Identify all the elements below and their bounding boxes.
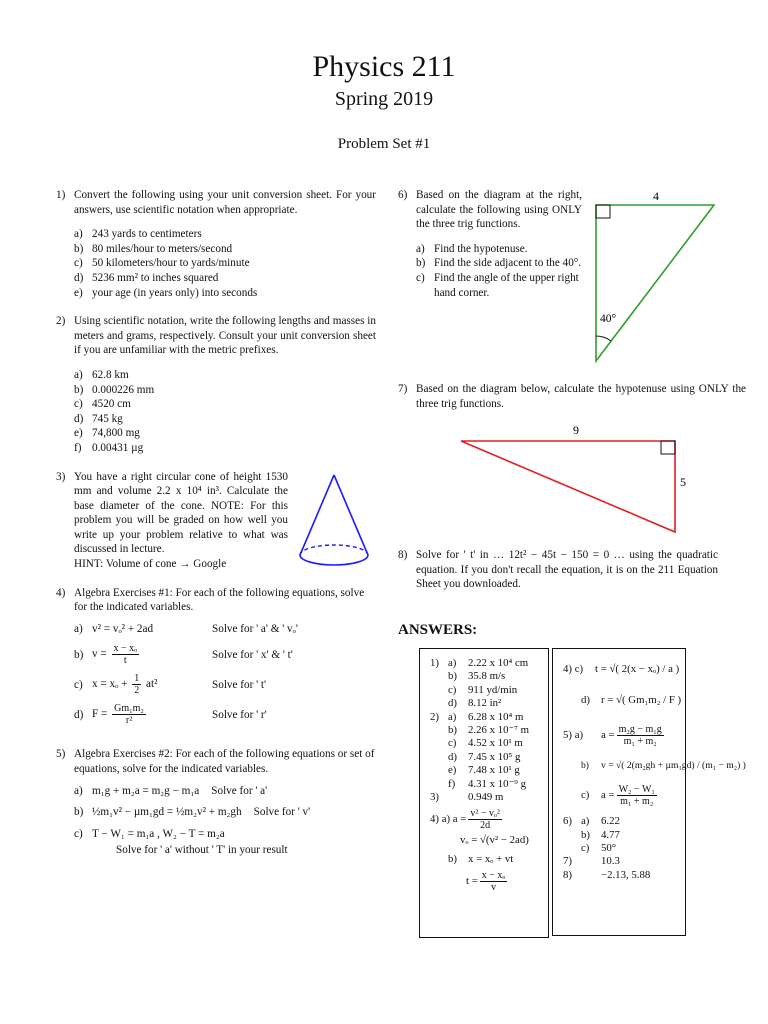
numerator: x − xₒ	[113, 643, 138, 655]
answer-value: 6.28 x 10⁴ m	[468, 710, 524, 723]
answer-index	[430, 764, 448, 777]
side-label-4: 4	[653, 189, 659, 203]
answer-5a	[563, 724, 685, 747]
list-item	[416, 256, 582, 271]
problem-number: 3)	[56, 470, 66, 483]
item-text: 5236 mm² to inches squared	[92, 271, 219, 284]
equation-d	[74, 703, 376, 726]
item-letter: c)	[74, 678, 83, 691]
problem-text: Using scientific notation, write the following lengths and masses in meters and grams, respectively. Consult your unit conversion sheet if you are unfamiliar with the metric prefixes.	[74, 315, 376, 357]
equation: ½m₁v² − µm₁gd = ½m₂v² + m₂gh	[92, 806, 242, 819]
item-text: Find the angle of the upper right hand corner.	[434, 271, 579, 299]
problem-number: 8)	[398, 549, 408, 561]
item-text: 243 yards to centimeters	[92, 228, 202, 241]
item-letter: e)	[74, 427, 83, 440]
answer-index	[563, 842, 581, 855]
red-triangle	[461, 441, 675, 532]
answer-label: 4) c)	[563, 663, 584, 675]
list-item	[74, 426, 376, 441]
answer-row	[430, 764, 548, 777]
item-letter: c)	[74, 827, 83, 840]
answer-row	[430, 657, 548, 670]
problem-5	[56, 747, 376, 858]
item-text: 80 miles/hour to meters/second	[92, 242, 233, 255]
answer-index	[581, 855, 601, 868]
answer-index: c)	[581, 842, 590, 855]
answer-index: a)	[581, 815, 590, 828]
solve-for: Solve for ' t'	[212, 678, 267, 691]
problem-number: 2)	[56, 315, 66, 328]
problem-number: 1)	[56, 189, 66, 201]
item-letter: c)	[74, 257, 83, 270]
cone-left-edge	[300, 475, 334, 555]
answer-index: 8)	[563, 868, 572, 881]
right-angle-marker	[661, 441, 675, 454]
list-item	[416, 242, 582, 257]
numerator: x − xₒ	[481, 870, 506, 882]
item-text: Find the hypotenuse.	[434, 242, 528, 255]
triangle-diagram-6	[590, 186, 720, 366]
answer-row	[430, 791, 548, 804]
problem-set-label: Problem Set #1	[337, 136, 431, 152]
problem-number: 6)	[398, 189, 408, 201]
problem-3	[56, 470, 376, 572]
problem-text: Algebra Exercises #1: For each of the following equations, solve for the indicated variables.	[74, 586, 365, 614]
item-letter: b)	[74, 806, 84, 819]
answer-index: a)	[448, 710, 457, 723]
triangle-diagram-7	[455, 422, 695, 538]
answer-value: 4.31 x 10⁻⁹ g	[468, 777, 527, 790]
answer-index	[430, 684, 448, 697]
answer-index: e)	[448, 764, 457, 777]
answer-label: t =	[466, 875, 478, 888]
answer-row	[563, 855, 685, 868]
equation	[92, 673, 212, 696]
right-angle-marker	[596, 205, 610, 218]
item-letter: d)	[74, 412, 84, 425]
numerator: 1	[134, 673, 140, 685]
list-item	[74, 271, 376, 286]
answer-value: 50°	[601, 842, 617, 855]
denominator: 2	[134, 685, 140, 697]
answer-index	[430, 670, 448, 683]
top-label-9: 9	[573, 423, 579, 437]
item-text: Find the side adjacent to the 40°.	[434, 257, 582, 270]
answer-index: 7)	[563, 855, 572, 868]
answer-row	[430, 778, 548, 791]
answer-lhs: a =	[601, 789, 615, 802]
equation-lhs: v =	[92, 648, 107, 661]
problem-text: Solve for ' t' in … 12t² − 45t − 150 = 0 … using the quadratic equation. If you don't recall the equation, it is on the 211 Equation Sheet you downloaded.	[416, 549, 718, 591]
item-letter: a)	[74, 784, 83, 797]
numerator: W₂ − W₁	[618, 784, 655, 796]
item-letter: a)	[74, 228, 83, 241]
solve-for: Solve for ' a'	[211, 784, 268, 797]
problem-text: You have a right circular cone of height 1530 mm and volume 2.2 x 10⁴ in³. Calculate the base diameter of the cone. NOTE: For this problem you will be graded on how well you write up your problem relative to what was discussed in lecture.	[74, 470, 288, 556]
answer-index: 3)	[430, 791, 439, 804]
answer-value: 4.77	[601, 828, 620, 841]
answer-index	[430, 778, 448, 791]
page-title: Physics 211	[312, 50, 456, 83]
answer-row	[430, 684, 548, 697]
problem-1	[56, 188, 376, 300]
problem-text: Algebra Exercises #2: For each of the following equations or set of equations, solve for the indicated variables.	[74, 748, 375, 776]
item-letter: f)	[74, 441, 82, 454]
answer-index: 2)	[430, 710, 439, 723]
fraction	[480, 870, 508, 893]
item-letter: b)	[74, 383, 84, 396]
answer-label: 4) a) a =	[430, 813, 467, 826]
answer-row	[563, 842, 685, 855]
page-subtitle: Spring 2019	[334, 88, 434, 110]
item-letter: a)	[74, 622, 83, 635]
fraction	[468, 808, 502, 831]
answer-row	[430, 711, 548, 724]
cone-base-front	[300, 555, 368, 565]
denominator: v	[491, 882, 497, 894]
equation: m₁g + m₂a = m₂g − m₁a	[92, 784, 200, 797]
problem-8	[398, 548, 718, 606]
answer-letter: d)	[581, 694, 590, 707]
list-item	[74, 242, 376, 257]
answer-index	[430, 697, 448, 710]
answer-index	[430, 724, 448, 737]
answer-value: −2.13, 5.88	[601, 868, 651, 881]
solve-for: Solve for ' r'	[212, 708, 267, 721]
denominator: m₁ + m₂	[623, 735, 657, 747]
answer-label: 5) a)	[563, 728, 584, 741]
answer-index: c)	[448, 737, 457, 750]
answer-index: d)	[448, 750, 457, 763]
answers-heading: ANSWERS:	[398, 622, 478, 638]
fraction	[112, 703, 146, 726]
angle-arc	[596, 336, 611, 341]
equation: T − W₁ = m₁a , W₂ − T = m₂a	[92, 827, 225, 840]
equation-c	[74, 827, 376, 842]
answer-4c	[563, 663, 685, 676]
answer-lhs: a =	[601, 728, 615, 741]
answer-row	[430, 697, 548, 710]
equation-b	[74, 643, 376, 666]
answers-box-2	[552, 648, 746, 936]
denominator: t	[123, 655, 127, 667]
list-item	[74, 397, 376, 412]
problem-6	[398, 188, 582, 300]
answer-value: 6.22	[601, 815, 620, 828]
item-letter: b)	[74, 242, 84, 255]
problem-hint: HINT: Volume of cone → Google	[74, 558, 227, 571]
answer-value: 0.949 m	[468, 791, 504, 804]
item-text: your age (in years only) into seconds	[92, 286, 258, 299]
green-triangle	[596, 205, 714, 361]
answer-value: 4.52 x 10¹ m	[468, 737, 523, 750]
fraction	[617, 784, 657, 807]
right-column	[398, 188, 582, 314]
list-item	[74, 412, 376, 427]
solve-for: Solve for ' v'	[253, 806, 311, 819]
solve-for: Solve for ' a' without ' T' in your result	[116, 844, 288, 857]
item-text: 745 kg	[92, 412, 123, 425]
answer-4b	[430, 853, 548, 866]
denominator: r²	[125, 715, 133, 727]
answer-value: 8.12 in²	[468, 697, 502, 710]
list-item	[416, 271, 582, 300]
item-letter: d)	[74, 271, 84, 284]
problem-items	[416, 242, 582, 300]
equation-part: at²	[146, 678, 158, 691]
left-column	[56, 188, 376, 872]
item-text: 4520 cm	[92, 398, 131, 411]
answer-row	[563, 869, 685, 882]
answer-index: a)	[448, 657, 457, 669]
answer-5b	[563, 759, 746, 772]
answer-index: 1)	[430, 657, 439, 669]
numerator: v² − vₒ²	[470, 808, 500, 820]
problem-number: 5)	[56, 748, 66, 761]
answer-value: r = √( Gm₁m₂ / F )	[601, 694, 682, 707]
numerator: m₂g − m₁g	[618, 723, 662, 735]
problem-2	[56, 314, 376, 455]
item-text: 74,800 mg	[92, 427, 140, 440]
answer-value: 7.45 x 10⁵ g	[468, 750, 521, 763]
answers-box-1	[419, 648, 549, 938]
answer-index: b)	[581, 828, 590, 841]
answer-value: 35.8 m/s	[468, 670, 506, 683]
equation-a	[74, 784, 376, 799]
answer-row	[430, 670, 548, 683]
answer-value: x = xₒ + vt	[468, 852, 514, 865]
answer-4d	[563, 694, 685, 707]
item-letter: d)	[74, 708, 84, 721]
answer-index	[430, 751, 448, 764]
answer-index: b)	[448, 724, 457, 737]
solve-for: Solve for ' a' & ' vₒ'	[212, 622, 298, 635]
answer-index: c)	[448, 683, 457, 696]
item-text: 62.8 km	[92, 368, 129, 381]
answer-vo: vₒ = √(v² − 2ad)	[460, 834, 529, 847]
answer-letter: c)	[581, 789, 590, 802]
item-letter: b)	[74, 648, 84, 661]
item-letter: a)	[74, 368, 83, 381]
item-letter: e)	[74, 286, 83, 299]
equation	[92, 703, 212, 726]
equation-b	[74, 805, 376, 820]
answer-index	[581, 869, 601, 882]
answers-list	[563, 815, 685, 882]
item-text: 0.00431 µg	[92, 441, 144, 454]
answer-value: 2.26 x 10⁻⁷ m	[468, 724, 530, 737]
item-text: 50 kilometers/hour to yards/minute	[92, 257, 250, 270]
list-item	[74, 227, 376, 242]
numerator: Gm₁m₂	[114, 703, 144, 715]
list-item	[74, 368, 376, 383]
list-item	[74, 383, 376, 398]
side-label-5: 5	[680, 475, 686, 489]
answer-row	[563, 815, 685, 828]
fraction	[132, 673, 141, 696]
answer-index: f)	[448, 777, 456, 790]
solve-for: Solve for ' x' & ' t'	[212, 648, 293, 661]
equation: v² = vₒ² + 2ad	[92, 622, 154, 635]
answer-row	[430, 751, 548, 764]
fraction	[112, 643, 140, 666]
answer-value: t = √( 2(x − xₒ) / a )	[595, 663, 680, 675]
answer-index	[448, 791, 468, 804]
answer-index	[430, 737, 448, 750]
problem-text: Based on the diagram at the right, calculate the following using ONLY the three trig functions.	[416, 189, 582, 231]
equation-c	[74, 673, 376, 696]
answer-row	[563, 829, 685, 842]
answer-value: 2.22 x 10⁴ cm	[468, 657, 529, 669]
equation-lhs: F =	[92, 708, 108, 721]
denominator: m₁ + m₂	[620, 796, 654, 808]
problem-items	[74, 368, 376, 456]
denominator: 2d	[480, 820, 491, 832]
answer-index: 6)	[563, 815, 572, 828]
answer-value: 7.48 x 10¹ g	[468, 764, 520, 777]
item-text: 0.000226 mm	[92, 383, 155, 396]
answer-t	[430, 870, 548, 893]
item-letter: a)	[416, 242, 425, 255]
cone-base-back	[300, 545, 368, 555]
item-letter: b)	[416, 257, 426, 270]
answer-letter: b)	[581, 759, 589, 771]
equation	[92, 643, 212, 666]
problem-text: Based on the diagram below, calculate the hypotenuse using ONLY the three trig functions.	[416, 383, 746, 410]
answer-index: d)	[448, 697, 457, 710]
answer-index	[563, 829, 581, 842]
answer-value: v = √( 2(m₂gh + µm₁gd) / (m₁ − m₂) )	[601, 759, 746, 771]
list-item	[74, 286, 376, 301]
problem-4	[56, 586, 376, 734]
problem-number: 7)	[398, 383, 408, 395]
cone-right-edge	[334, 475, 368, 555]
problem-number: 4)	[56, 586, 66, 599]
answer-row	[430, 737, 548, 750]
problem-7	[398, 382, 746, 425]
answer-letter: b)	[448, 852, 457, 865]
equation-a	[74, 622, 376, 637]
answer-row	[430, 724, 548, 737]
answers-list	[430, 657, 548, 804]
answer-4a	[430, 808, 548, 831]
answer-value: 10.3	[601, 855, 620, 868]
answer-index: b)	[448, 670, 457, 683]
problem-items	[74, 227, 376, 300]
fraction	[617, 724, 664, 747]
list-item	[74, 441, 376, 456]
angle-label: 40°	[600, 313, 617, 325]
list-item	[74, 256, 376, 271]
item-letter: c)	[74, 398, 83, 411]
item-letter: c)	[416, 271, 425, 284]
answer-5c	[563, 784, 685, 807]
problem-text: Convert the following using your unit conversion sheet. For your answers, use scientific notation when appropriate.	[74, 189, 376, 216]
answer-value: 911 yd/min	[468, 683, 518, 696]
cone-diagram	[294, 470, 374, 570]
equation-part: x = xₒ +	[92, 678, 131, 691]
